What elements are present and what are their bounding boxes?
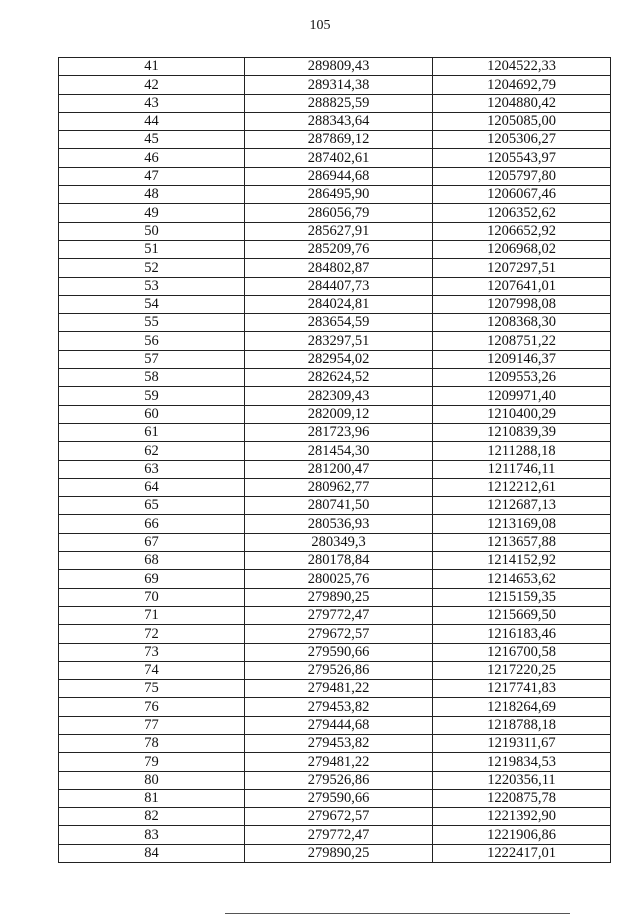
point-number-cell: 51 <box>59 240 245 258</box>
table-row <box>59 552 611 570</box>
point-number-cell: 56 <box>59 332 245 350</box>
x-coordinate-cell: 286944,68 <box>245 167 433 185</box>
point-number-cell: 52 <box>59 259 245 277</box>
x-coordinate-cell: 289314,38 <box>245 76 433 94</box>
x-coordinate-cell: 286056,79 <box>245 204 433 222</box>
x-coordinate-cell: 280025,76 <box>245 570 433 588</box>
y-coordinate-cell: 1209553,26 <box>433 369 611 387</box>
table-row <box>59 515 611 533</box>
x-coordinate-cell: 279672,57 <box>245 808 433 826</box>
point-number-cell: 48 <box>59 186 245 204</box>
y-coordinate-cell: 1210400,29 <box>433 405 611 423</box>
point-number-cell: 57 <box>59 350 245 368</box>
table-row <box>59 240 611 258</box>
x-coordinate-cell: 286495,90 <box>245 186 433 204</box>
point-number-cell: 50 <box>59 222 245 240</box>
point-number-cell: 75 <box>59 680 245 698</box>
x-coordinate-cell: 280536,93 <box>245 515 433 533</box>
table-row <box>59 277 611 295</box>
table-row <box>59 808 611 826</box>
y-coordinate-cell: 1217741,83 <box>433 680 611 698</box>
point-number-cell: 41 <box>59 58 245 76</box>
x-coordinate-cell: 284407,73 <box>245 277 433 295</box>
table-row <box>59 76 611 94</box>
y-coordinate-cell: 1204692,79 <box>433 76 611 94</box>
table-row <box>59 625 611 643</box>
y-coordinate-cell: 1214152,92 <box>433 552 611 570</box>
point-number-cell: 44 <box>59 112 245 130</box>
table-row <box>59 588 611 606</box>
table-row <box>59 478 611 496</box>
point-number-cell: 42 <box>59 76 245 94</box>
x-coordinate-cell: 280962,77 <box>245 478 433 496</box>
x-coordinate-cell: 279672,57 <box>245 625 433 643</box>
table-row <box>59 680 611 698</box>
point-number-cell: 77 <box>59 716 245 734</box>
table-row <box>59 771 611 789</box>
table-row <box>59 753 611 771</box>
x-coordinate-cell: 282009,12 <box>245 405 433 423</box>
x-coordinate-cell: 283654,59 <box>245 314 433 332</box>
point-number-cell: 46 <box>59 149 245 167</box>
y-coordinate-cell: 1222417,01 <box>433 844 611 862</box>
footer-divider <box>225 913 570 914</box>
y-coordinate-cell: 1208751,22 <box>433 332 611 350</box>
x-coordinate-cell: 279481,22 <box>245 680 433 698</box>
table-row <box>59 350 611 368</box>
table-row <box>59 94 611 112</box>
table-row <box>59 844 611 862</box>
y-coordinate-cell: 1216700,58 <box>433 643 611 661</box>
y-coordinate-cell: 1205543,97 <box>433 149 611 167</box>
table-row <box>59 643 611 661</box>
y-coordinate-cell: 1209971,40 <box>433 387 611 405</box>
point-number-cell: 67 <box>59 533 245 551</box>
y-coordinate-cell: 1221392,90 <box>433 808 611 826</box>
x-coordinate-cell: 282954,02 <box>245 350 433 368</box>
table-row <box>59 204 611 222</box>
table-row <box>59 112 611 130</box>
y-coordinate-cell: 1215669,50 <box>433 606 611 624</box>
y-coordinate-cell: 1219311,67 <box>433 734 611 752</box>
table-row <box>59 533 611 551</box>
table-row <box>59 698 611 716</box>
point-number-cell: 53 <box>59 277 245 295</box>
y-coordinate-cell: 1211288,18 <box>433 442 611 460</box>
point-number-cell: 55 <box>59 314 245 332</box>
table-row <box>59 460 611 478</box>
y-coordinate-cell: 1208368,30 <box>433 314 611 332</box>
point-number-cell: 76 <box>59 698 245 716</box>
x-coordinate-cell: 279444,68 <box>245 716 433 734</box>
table-row <box>59 259 611 277</box>
x-coordinate-cell: 281454,30 <box>245 442 433 460</box>
point-number-cell: 74 <box>59 661 245 679</box>
point-number-cell: 69 <box>59 570 245 588</box>
table-row <box>59 58 611 76</box>
x-coordinate-cell: 280741,50 <box>245 497 433 515</box>
point-number-cell: 58 <box>59 369 245 387</box>
y-coordinate-cell: 1205085,00 <box>433 112 611 130</box>
y-coordinate-cell: 1206968,02 <box>433 240 611 258</box>
point-number-cell: 60 <box>59 405 245 423</box>
x-coordinate-cell: 279526,86 <box>245 661 433 679</box>
point-number-cell: 61 <box>59 423 245 441</box>
point-number-cell: 84 <box>59 844 245 862</box>
table-row <box>59 222 611 240</box>
y-coordinate-cell: 1218264,69 <box>433 698 611 716</box>
y-coordinate-cell: 1220875,78 <box>433 789 611 807</box>
x-coordinate-cell: 279526,86 <box>245 771 433 789</box>
y-coordinate-cell: 1204522,33 <box>433 58 611 76</box>
point-number-cell: 78 <box>59 734 245 752</box>
point-number-cell: 71 <box>59 606 245 624</box>
x-coordinate-cell: 282624,52 <box>245 369 433 387</box>
point-number-cell: 80 <box>59 771 245 789</box>
x-coordinate-cell: 279453,82 <box>245 698 433 716</box>
point-number-cell: 45 <box>59 131 245 149</box>
table-row <box>59 167 611 185</box>
table-row <box>59 570 611 588</box>
x-coordinate-cell: 284802,87 <box>245 259 433 277</box>
point-number-cell: 43 <box>59 94 245 112</box>
x-coordinate-cell: 279890,25 <box>245 588 433 606</box>
x-coordinate-cell: 281200,47 <box>245 460 433 478</box>
y-coordinate-cell: 1212212,61 <box>433 478 611 496</box>
y-coordinate-cell: 1220356,11 <box>433 771 611 789</box>
table-row <box>59 606 611 624</box>
x-coordinate-cell: 287402,61 <box>245 149 433 167</box>
x-coordinate-cell: 285209,76 <box>245 240 433 258</box>
page-number: 105 <box>309 18 331 33</box>
point-number-cell: 65 <box>59 497 245 515</box>
point-number-cell: 63 <box>59 460 245 478</box>
y-coordinate-cell: 1207998,08 <box>433 295 611 313</box>
point-number-cell: 83 <box>59 826 245 844</box>
x-coordinate-cell: 283297,51 <box>245 332 433 350</box>
x-coordinate-cell: 287869,12 <box>245 131 433 149</box>
x-coordinate-cell: 279590,66 <box>245 789 433 807</box>
point-number-cell: 72 <box>59 625 245 643</box>
y-coordinate-cell: 1213657,88 <box>433 533 611 551</box>
y-coordinate-cell: 1213169,08 <box>433 515 611 533</box>
point-number-cell: 73 <box>59 643 245 661</box>
y-coordinate-cell: 1210839,39 <box>433 423 611 441</box>
point-number-cell: 66 <box>59 515 245 533</box>
point-number-cell: 81 <box>59 789 245 807</box>
point-number-cell: 49 <box>59 204 245 222</box>
point-number-cell: 68 <box>59 552 245 570</box>
point-number-cell: 82 <box>59 808 245 826</box>
y-coordinate-cell: 1219834,53 <box>433 753 611 771</box>
y-coordinate-cell: 1216183,46 <box>433 625 611 643</box>
y-coordinate-cell: 1206352,62 <box>433 204 611 222</box>
x-coordinate-cell: 288343,64 <box>245 112 433 130</box>
table-row <box>59 423 611 441</box>
coordinates-table <box>58 57 611 863</box>
table-row <box>59 332 611 350</box>
x-coordinate-cell: 279890,25 <box>245 844 433 862</box>
table-row <box>59 186 611 204</box>
table-row <box>59 826 611 844</box>
point-number-cell: 47 <box>59 167 245 185</box>
table-row <box>59 131 611 149</box>
y-coordinate-cell: 1212687,13 <box>433 497 611 515</box>
table-row <box>59 716 611 734</box>
table-row <box>59 789 611 807</box>
y-coordinate-cell: 1214653,62 <box>433 570 611 588</box>
point-number-cell: 54 <box>59 295 245 313</box>
x-coordinate-cell: 282309,43 <box>245 387 433 405</box>
x-coordinate-cell: 284024,81 <box>245 295 433 313</box>
x-coordinate-cell: 279453,82 <box>245 734 433 752</box>
y-coordinate-cell: 1217220,25 <box>433 661 611 679</box>
point-number-cell: 62 <box>59 442 245 460</box>
y-coordinate-cell: 1218788,18 <box>433 716 611 734</box>
y-coordinate-cell: 1211746,11 <box>433 460 611 478</box>
x-coordinate-cell: 280349,3 <box>245 533 433 551</box>
table-row <box>59 295 611 313</box>
table-row <box>59 661 611 679</box>
y-coordinate-cell: 1209146,37 <box>433 350 611 368</box>
x-coordinate-cell: 279590,66 <box>245 643 433 661</box>
point-number-cell: 64 <box>59 478 245 496</box>
y-coordinate-cell: 1206652,92 <box>433 222 611 240</box>
table-row <box>59 497 611 515</box>
y-coordinate-cell: 1206067,46 <box>433 186 611 204</box>
table-body <box>59 58 611 863</box>
point-number-cell: 79 <box>59 753 245 771</box>
point-number-cell: 70 <box>59 588 245 606</box>
y-coordinate-cell: 1221906,86 <box>433 826 611 844</box>
x-coordinate-cell: 289809,43 <box>245 58 433 76</box>
y-coordinate-cell: 1205306,27 <box>433 131 611 149</box>
x-coordinate-cell: 280178,84 <box>245 552 433 570</box>
y-coordinate-cell: 1205797,80 <box>433 167 611 185</box>
x-coordinate-cell: 281723,96 <box>245 423 433 441</box>
table-row <box>59 387 611 405</box>
x-coordinate-cell: 279772,47 <box>245 606 433 624</box>
point-number-cell: 59 <box>59 387 245 405</box>
table-row <box>59 442 611 460</box>
x-coordinate-cell: 285627,91 <box>245 222 433 240</box>
x-coordinate-cell: 288825,59 <box>245 94 433 112</box>
y-coordinate-cell: 1207641,01 <box>433 277 611 295</box>
table-row <box>59 405 611 423</box>
y-coordinate-cell: 1204880,42 <box>433 94 611 112</box>
y-coordinate-cell: 1207297,51 <box>433 259 611 277</box>
table-row <box>59 369 611 387</box>
x-coordinate-cell: 279772,47 <box>245 826 433 844</box>
table-row <box>59 314 611 332</box>
table-row <box>59 149 611 167</box>
table-row <box>59 734 611 752</box>
x-coordinate-cell: 279481,22 <box>245 753 433 771</box>
y-coordinate-cell: 1215159,35 <box>433 588 611 606</box>
